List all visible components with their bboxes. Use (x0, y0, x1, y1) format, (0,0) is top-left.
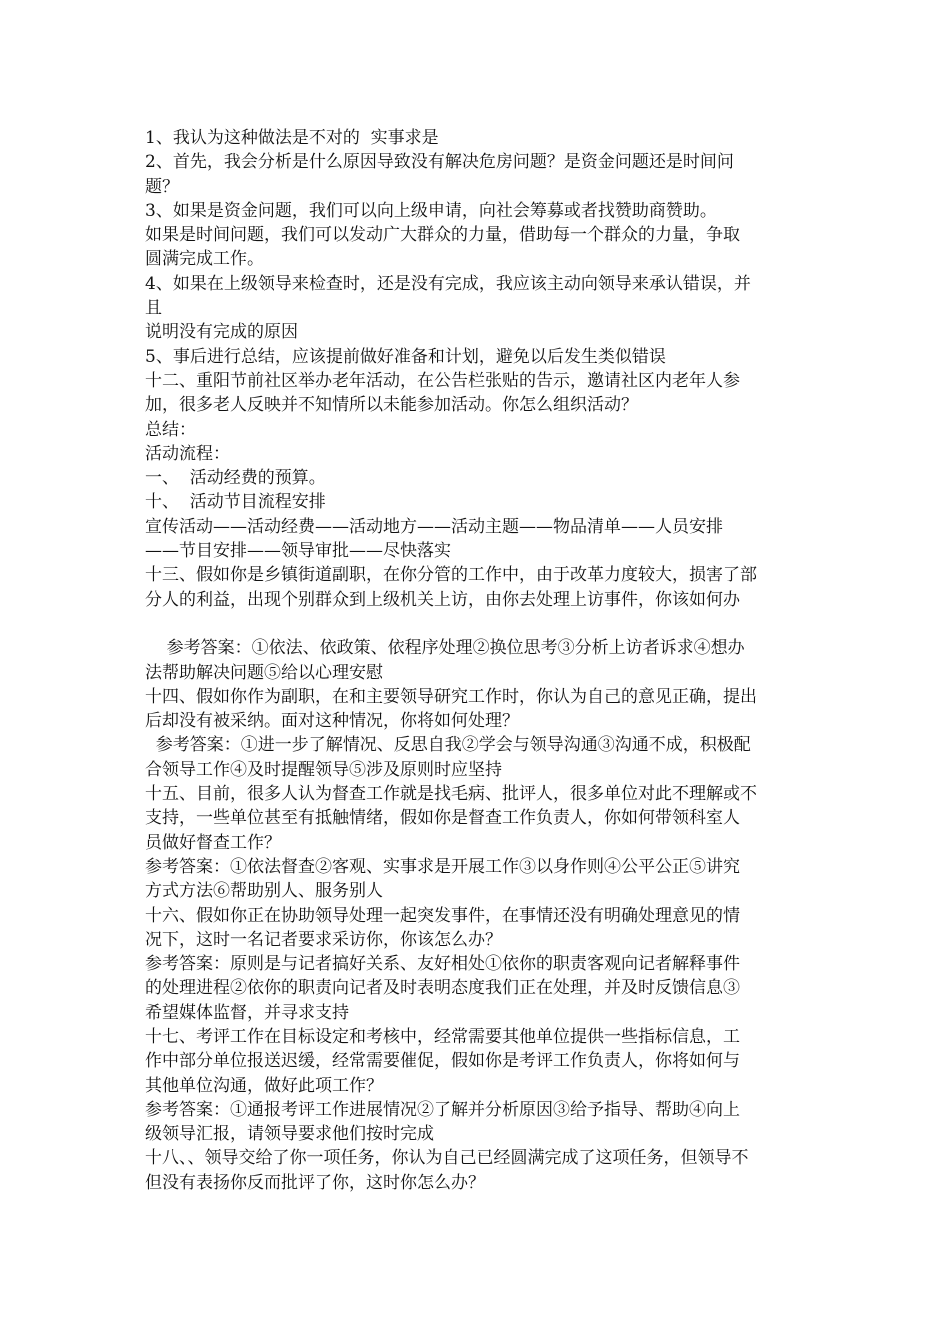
text-line: 活动流程： (145, 443, 230, 464)
text-line: 一、 活动经费的预算。 (145, 468, 326, 489)
text-line: 参考答案：原则是与记者搞好关系、友好相处①依你的职责客观向记者解释事件 (145, 954, 740, 975)
text-line: 如果是时间问题，我们可以发动广大群众的力量，借助每一个群众的力量，争取 (145, 225, 740, 246)
text-line: 支持，一些单位甚至有抵触情绪，假如你是督查工作负责人，你如何带领科室人 (145, 808, 740, 829)
text-line: 法帮助解决问题⑤给以心理安慰 (145, 662, 383, 683)
text-line: 作中部分单位报送迟缓，经常需要催促，假如你是考评工作负责人，你将如何与 (145, 1051, 740, 1072)
text-line: 总结： (145, 419, 196, 440)
text-line: 4、如果在上级领导来检查时，还是没有完成，我应该主动向领导来承认错误，并 (145, 273, 751, 294)
text-line: 加，很多老人反映并不知情所以未能参加活动。你怎么组织活动？ (145, 395, 638, 416)
text-line: 后却没有被采纳。面对这种情况，你将如何处理？ (145, 711, 519, 732)
document-body (145, 126, 815, 1195)
text-line: 十五、目前，很多人认为督查工作就是找毛病、批评人，很多单位对此不理解或不 (145, 784, 757, 805)
text-line: 希望媒体监督，并寻求支持 (145, 1002, 349, 1023)
text-line: 十二、重阳节前社区举办老年活动，在公告栏张贴的告示，邀请社区内老年人参 (145, 370, 740, 391)
text-line: 十七、考评工作在目标设定和考核中，经常需要其他单位提供一些指标信息，工 (145, 1026, 740, 1047)
text-line: 参考答案：①依法、依政策、依程序处理②换位思考③分析上访者诉求④想办 (145, 638, 745, 659)
text-line: 参考答案：①进一步了解情况、反思自我②学会与领导沟通③沟通不成，积极配 (145, 735, 751, 756)
text-line: 十、 活动节目流程安排 (145, 492, 326, 513)
text-line: 方式方法⑥帮助别人、服务别人 (145, 881, 383, 902)
text-line: 但没有表扬你反而批评了你，这时你怎么办？ (145, 1172, 485, 1193)
text-line: 1、我认为这种做法是不对的 实事求是 (145, 128, 439, 148)
text-line: 且 (145, 298, 162, 319)
text-line: ——节目安排——领导审批——尽快落实 (145, 541, 451, 562)
text-line: 分人的利益，出现个别群众到上级机关上访，由你去处理上访事件，你该如何办 (145, 589, 740, 610)
text-line: 其他单位沟通，做好此项工作？ (145, 1075, 383, 1096)
text-line: 题？ (145, 176, 179, 197)
text-line: 的处理进程②依你的职责向记者及时表明态度我们正在处理，并及时反馈信息③ (145, 978, 740, 999)
text-line: 十三、假如你是乡镇街道副职，在你分管的工作中，由于改革力度较大，损害了部 (145, 565, 757, 586)
text-line: 十四、假如你作为副职，在和主要领导研究工作时，你认为自己的意见正确，提出 (145, 686, 757, 707)
text-line: 员做好督查工作？ (145, 832, 281, 853)
text-line: 十六、假如你正在协助领导处理一起突发事件，在事情还没有明确处理意见的情 (145, 905, 740, 926)
text-line: 宣传活动——活动经费——活动地方——活动主题——物品清单——人员安排 (145, 516, 723, 537)
text-line: 2、首先，我会分析是什么原因导致没有解决危房问题？是资金问题还是时间问 (145, 152, 734, 173)
text-line: 5、事后进行总结，应该提前做好准备和计划，避免以后发生类似错误 (145, 346, 666, 367)
text-line: 十八、、领导交给了你一项任务，你认为自己已经圆满完成了这项任务，但领导不 (145, 1148, 749, 1169)
blank-line (145, 612, 815, 636)
text-line: 圆满完成工作。 (145, 249, 264, 270)
text-line: 说明没有完成的原因 (145, 322, 298, 343)
text-line: 3、如果是资金问题，我们可以向上级申请，向社会筹募或者找赞助商赞助。 (145, 200, 717, 221)
text-line: 参考答案：①依法督查②客观、实事求是开展工作③以身作则④公平公正⑤讲究 (145, 856, 740, 877)
text-line: 参考答案：①通报考评工作进展情况②了解并分析原因③给予指导、帮助④向上 (145, 1099, 740, 1120)
text-line: 合领导工作④及时提醒领导⑤涉及原则时应坚持 (145, 759, 502, 780)
text-line: 级领导汇报，请领导要求他们按时完成 (145, 1124, 434, 1145)
text-line: 况下，这时一名记者要求采访你，你该怎么办？ (145, 929, 502, 950)
